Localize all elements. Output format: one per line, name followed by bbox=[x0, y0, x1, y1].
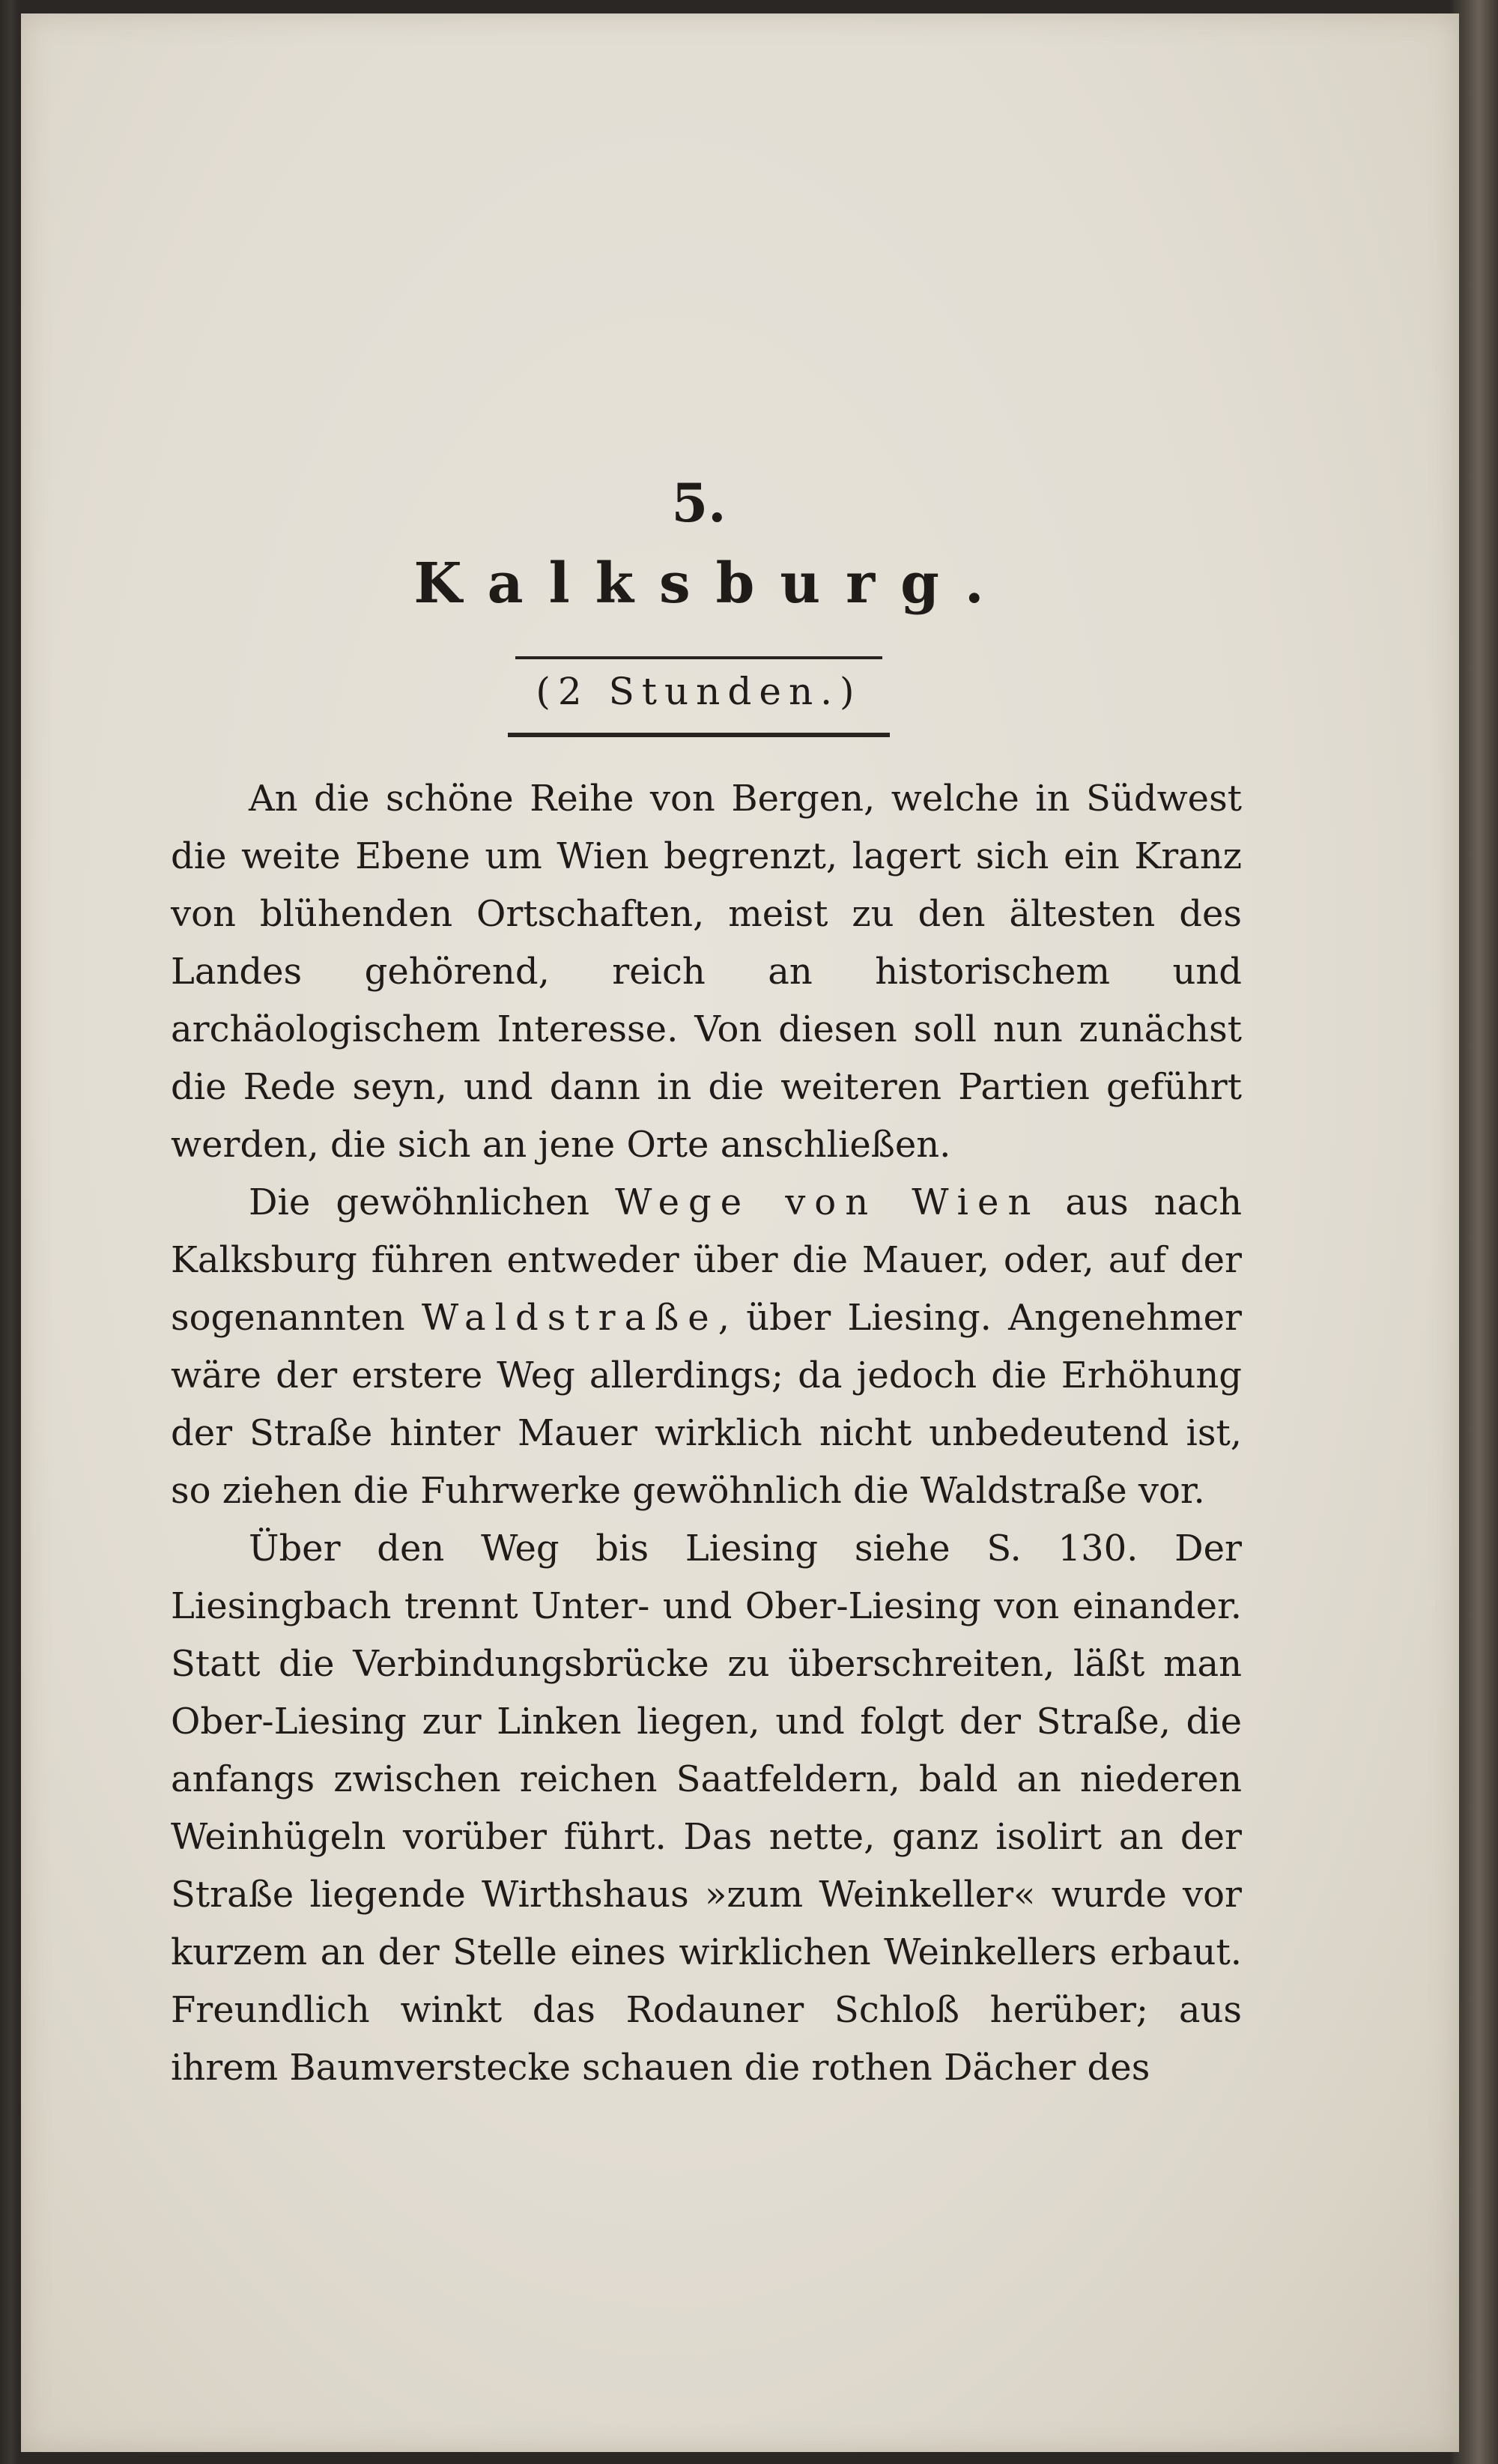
chapter-subtitle: (2 Stunden.) bbox=[536, 670, 862, 713]
chapter-title: Kalksburg. bbox=[413, 551, 1010, 616]
body-text bbox=[171, 770, 1242, 2097]
bottom-rule bbox=[508, 733, 890, 737]
paragraph-3: Über den Weg bis Liesing siehe S. 130. Der Liesingbach trennt Unter- und Ober-Liesing von einander. Statt die Verbindungsbrücke zu überschreiten, läßt man Ober-Liesing zur Linken liegen, und folgt der Straße, die anfangs zwischen reichen Saatfeldern, bald an niederen Weinhügeln vorüber führt. Das nette, ganz isolirt an der Straße liegende Wirthshaus »zum Weinkeller« wurde vor kurzem an der Stelle eines wirklichen Weinkellers erbaut. Freundlich winkt das Rodauner Schloß herüber; aus ihrem Baumverstecke schauen die rothen Dächer des bbox=[171, 1528, 1242, 2089]
paragraph-2-end: , über Liesing. Angenehmer wäre der erstere Weg allerdings; da jedoch die Erhöhung der Straße hinter Mauer wirklich nicht unbedeutend ist, so ziehen die Fuhrwerke gewöhnlich die Waldstraße vor. bbox=[171, 1297, 1242, 1512]
paragraph-2-middle: aus nach Kalksburg führen entweder über die Mauer, oder, auf der sogenannten bbox=[171, 1181, 1242, 1339]
emphasis-waldstrasse: Waldstraße bbox=[421, 1297, 718, 1339]
top-rule bbox=[515, 656, 882, 659]
paragraph-2-start: Die gewöhnlichen bbox=[249, 1181, 616, 1223]
paragraph-1: An die schöne Reihe von Bergen, welche in Südwest die weite Ebene um Wien begrenzt, lagert sich ein Kranz von blühenden Ortschaften, meist zu den ältesten des Landes gehörend, reich an historischem und archäologischem Interesse. Von diesen soll nun zunächst die Rede seyn, und dann in die weiteren Partien geführt werden, die sich an jene Orte anschließen. bbox=[171, 778, 1242, 1166]
paragraph-2 bbox=[171, 1174, 1242, 1520]
chapter-number: 5. bbox=[671, 472, 727, 534]
emphasis-wege-von-wien: Wege von Wien bbox=[615, 1181, 1040, 1223]
book-page bbox=[21, 13, 1459, 2452]
